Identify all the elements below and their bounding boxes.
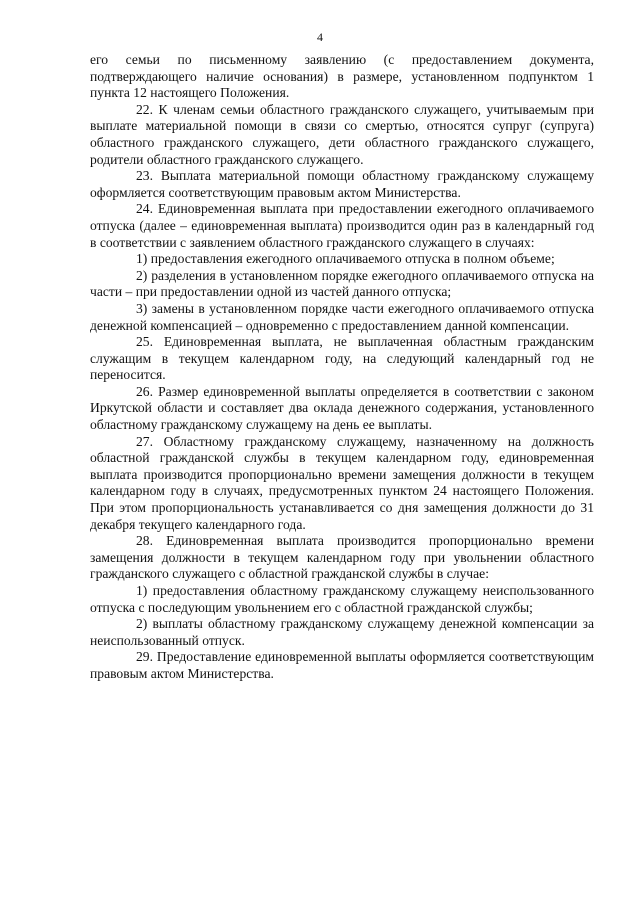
paragraph-24: 24. Единовременная выплата при предоставлении ежегодного оплачиваемого отпуска (далее – единовременная выплата) производится один раз в календарный год в соответствии с заявлением областного гражданского служащего в случаях:	[90, 201, 594, 250]
page-number: 4	[317, 30, 323, 44]
paragraph-26: 26. Размер единовременной выплаты определяется в соответствии с законом Иркутской области и составляет два оклада денежного содержания, установленного областному гражданскому служащему на день ее выплаты.	[90, 383, 594, 433]
paragraph-28-item-2: 2) выплаты областному гражданскому служащему денежной компенсации за неиспользованный отпуск.	[90, 616, 594, 648]
paragraph-22: 22. К членам семьи областного гражданского служащего, учитываемым при выплате материальной помощи в связи со смертью, относятся супруг (супруга) областного гражданского служащего, дети областного гражданского служащего, родители областного гражданского служащего.	[90, 101, 594, 167]
paragraph-24-item-1: 1) предоставления ежегодного оплачиваемого отпуска в полном объеме;	[136, 251, 555, 267]
paragraph-24-item-2: 2) разделения в установленном порядке ежегодного оплачиваемого отпуска на части – при предоставлении одной из частей данного отпуска;	[90, 267, 594, 300]
document-body	[90, 52, 594, 683]
paragraph-28-item-1: 1) предоставления областному гражданскому служащему неиспользованного отпуска с последующим увольнением его с областной гражданской службы;	[90, 583, 594, 615]
paragraph-23: 23. Выплата материальной помощи областному гражданскому служащему оформляется соответствующим правовым актом Министерства.	[90, 168, 594, 200]
paragraph-29: 29. Предоставление единовременной выплаты оформляется соответствующим правовым актом Министерства.	[90, 649, 594, 681]
paragraph-24-item-3: 3) замены в установленном порядке части ежегодного оплачиваемого отпуска денежной компенсацией – одновременно с предоставлением данной компенсации.	[90, 300, 594, 333]
paragraph-25: 25. Единовременная выплата, не выплаченная областным гражданским служащим в текущем календарном году, на следующий календарный год не переносится.	[90, 334, 594, 383]
paragraph-28: 28. Единовременная выплата производится пропорционально времени замещения должности в текущем календарном году при увольнении областного гражданского служащего с областной гражданской службы в случае:	[90, 533, 594, 582]
paragraph-27: 27. Областному гражданскому служащему, назначенному на должность областной гражданской службы в текущем календарном году, единовременная выплата производится пропорционально времени замещения должности в текущем календарном году в случаях, предусмотренных пунктом 24 настоящего Положения. При этом пропорциональность устанавливается со дня замещения должности до 31 декабря текущего календарного года.	[90, 433, 594, 532]
paragraph-continuation: его семьи по письменному заявлению (с предоставлением документа, подтверждающего наличие основания) в размере, установленном подпунктом 1 пункта 12 настоящего Положения.	[90, 52, 594, 101]
